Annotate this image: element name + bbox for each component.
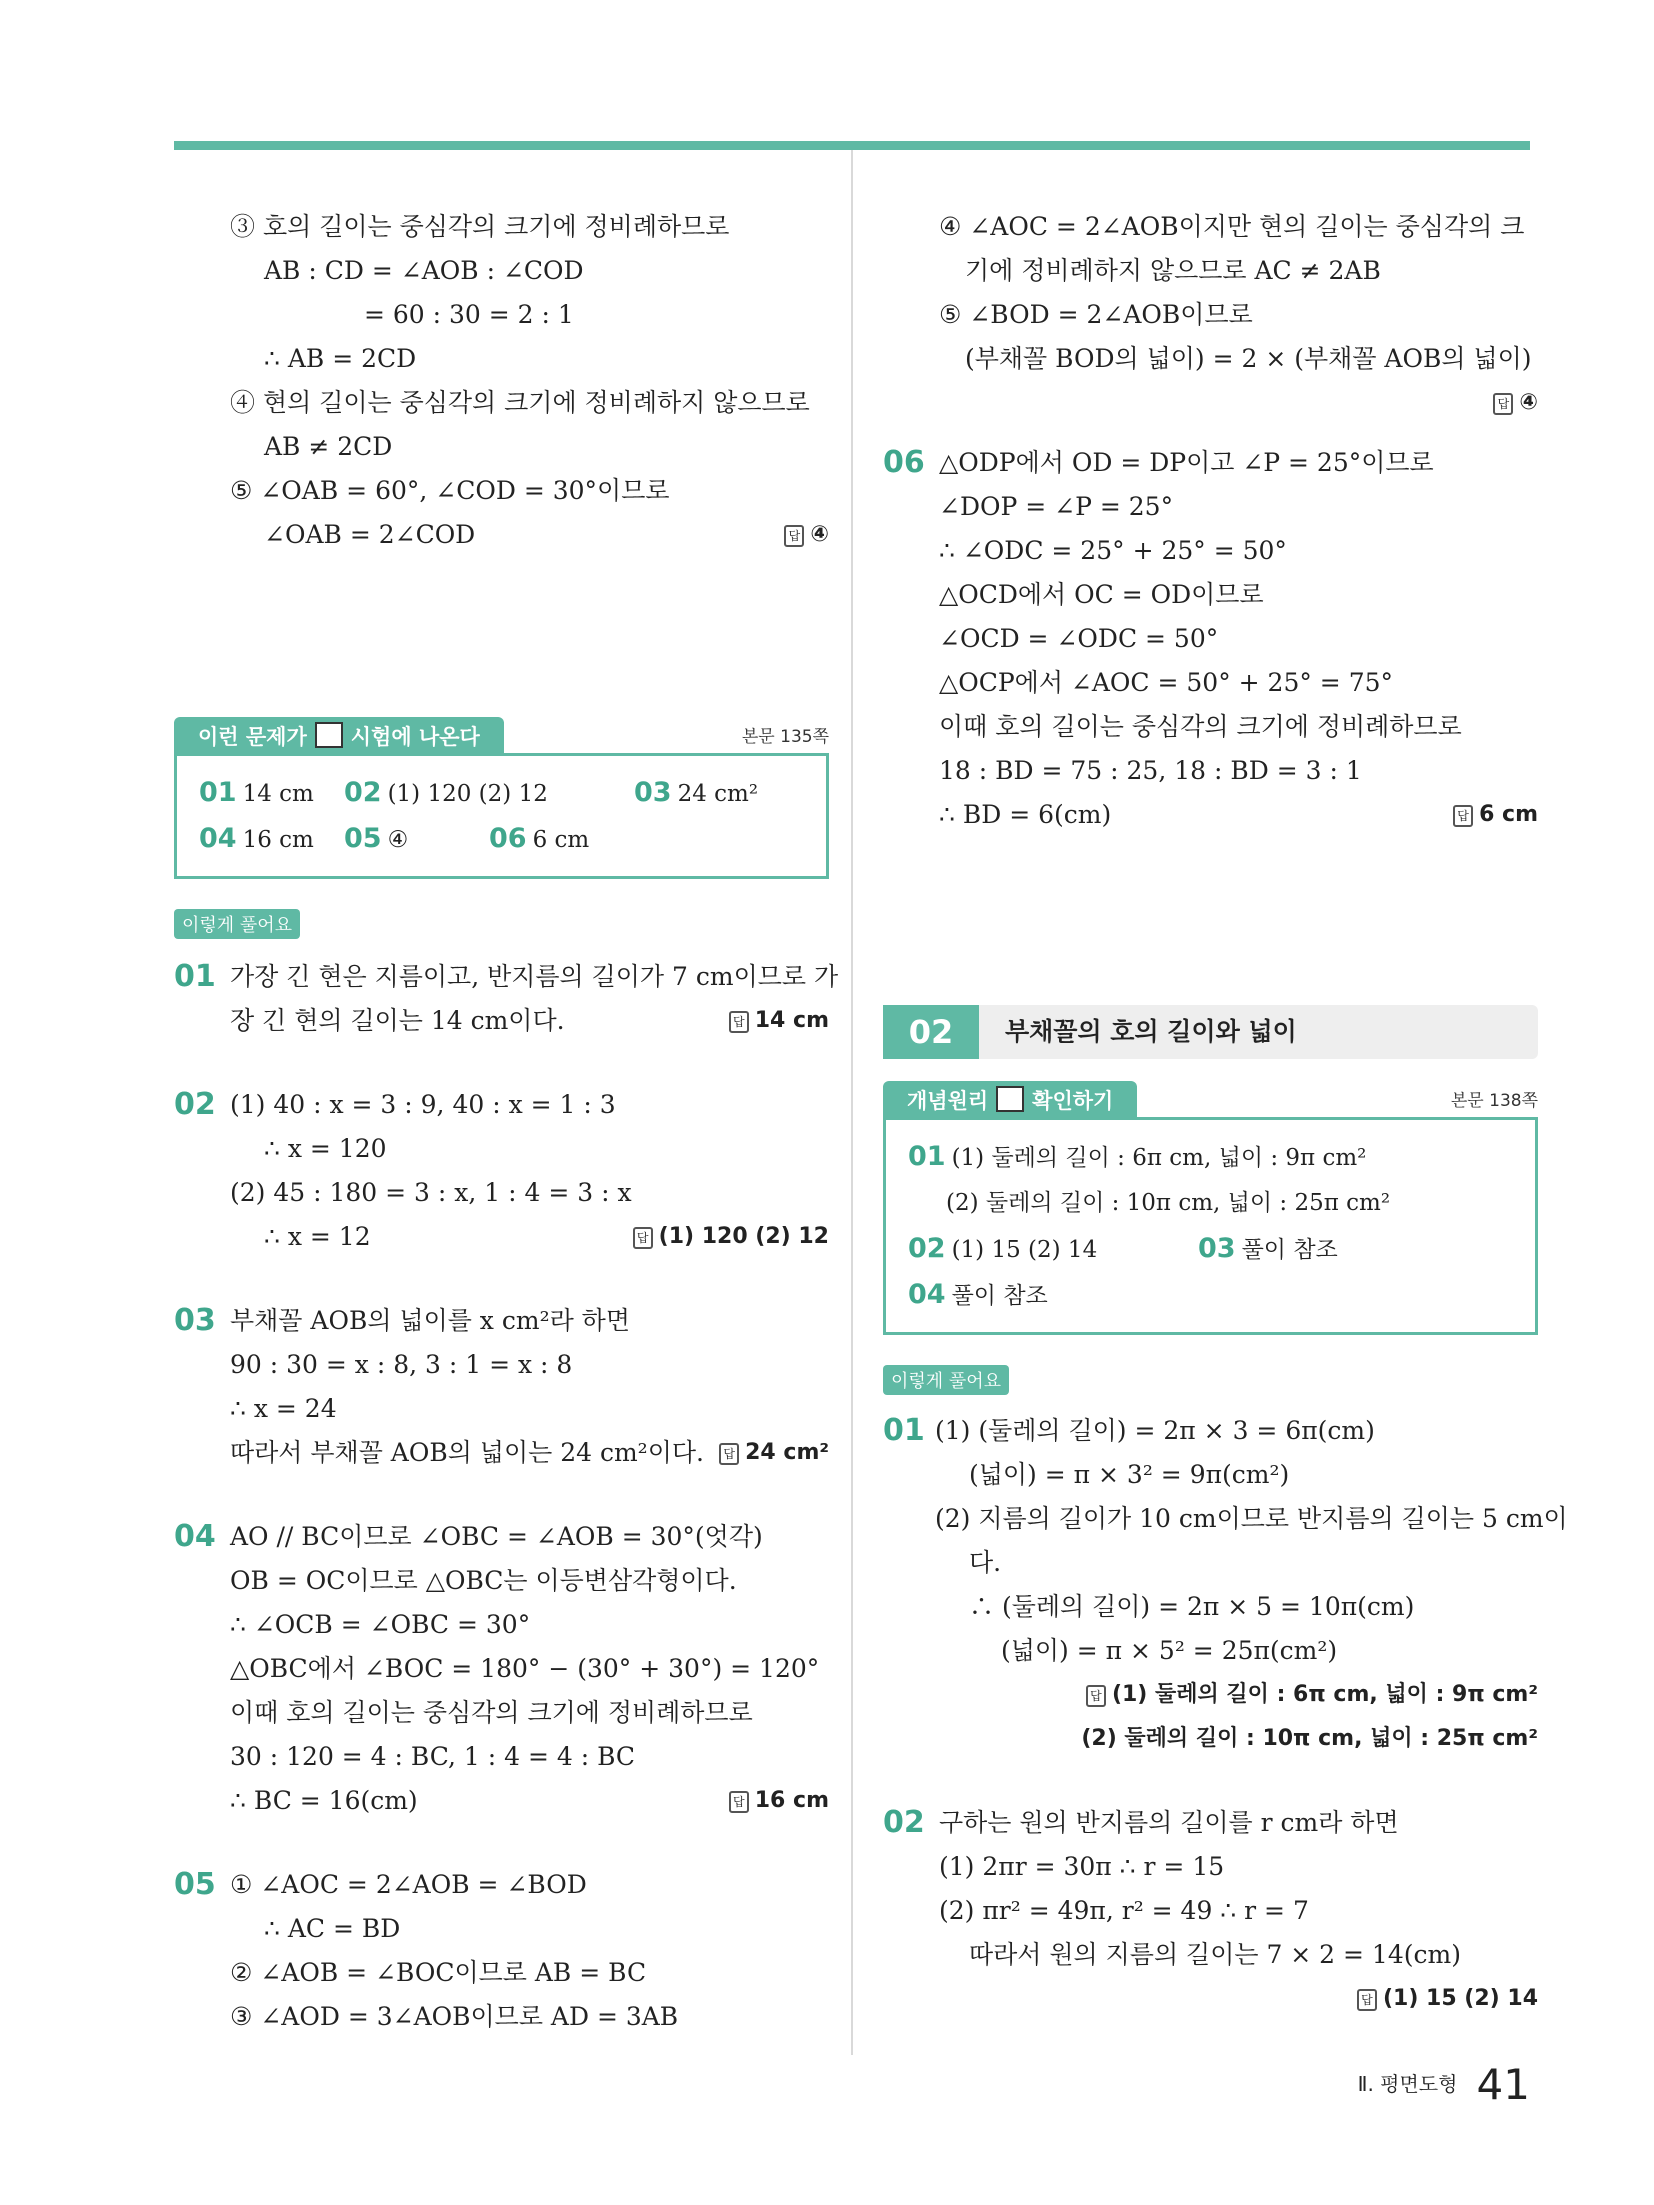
chapter-label: Ⅱ. 평면도형 (1357, 2072, 1458, 2096)
box-item (199, 770, 314, 817)
tab-label-pre: 이런 문제가 (198, 725, 307, 749)
text-line: 90 : 30 = x : 8, 3 : 1 = x : 8 (230, 1350, 573, 1379)
text-line-content: ∴ BD = 6(cm) (939, 800, 1112, 829)
page-footer (1358, 2060, 1530, 2109)
text-line (174, 1779, 829, 1823)
document-icon (315, 722, 343, 748)
box-item (344, 770, 548, 817)
answer (1357, 1977, 1538, 2021)
item-num: 03 (634, 777, 672, 808)
text-line-content: AO // BC이므로 ∠OBC = ∠AOB = 30°(엇각) (230, 1522, 763, 1551)
box-row (908, 1272, 1513, 1318)
box-row (199, 816, 804, 862)
item-text: 24 cm² (677, 781, 759, 807)
question-number: 02 (883, 1805, 925, 1840)
text-line: = 60 : 30 = 2 : 1 (364, 300, 574, 329)
text-line: ∴ (둘레의 길이) = 2π × 5 = 10π(cm) (969, 1592, 1415, 1621)
answer (784, 513, 829, 557)
text-line: 기에 정비례하지 않으므로 AC ≠ 2AB (965, 256, 1381, 285)
item-num: 05 (344, 823, 382, 854)
text-line: 이때 호의 길이는 중심각의 크기에 정비례하므로 (939, 712, 1462, 741)
answer-mark-icon: 답 (729, 1011, 749, 1033)
text-line-content: 장 긴 현의 길이는 14 cm이다. (230, 1006, 565, 1035)
box-row (908, 1226, 1513, 1272)
box-row (908, 1180, 1513, 1226)
text-line-content: ∠OAB = 2∠COD (264, 520, 476, 549)
item-text: (1) 120 (2) 12 (387, 781, 548, 807)
text-line (883, 793, 1538, 837)
text-line: ⑤ ∠OAB = 60°, ∠COD = 30°이므로 (230, 476, 670, 505)
text-line: (2) 지름의 길이가 10 cm이므로 반지름의 길이는 5 cm이 (935, 1504, 1568, 1533)
item-text: 16 cm (242, 827, 314, 853)
exam-box-tab (174, 717, 504, 753)
concept-box-tab (883, 1081, 1137, 1117)
text-line: OB = OC이므로 △OBC는 이등변삼각형이다. (230, 1566, 737, 1595)
question-number: 01 (174, 959, 216, 994)
text-line: △OBC에서 ∠BOC = 180° − (30° + 30°) = 120° (230, 1654, 820, 1683)
item-num: 04 (199, 823, 237, 854)
question-number: 01 (883, 1413, 925, 1448)
text-line-content: 부채꼴 AOB의 넓이를 x cm²라 하면 (230, 1306, 630, 1335)
text-line-content: △ODP에서 OD = DP이고 ∠P = 25°이므로 (939, 448, 1434, 477)
answer-mark-icon: 답 (633, 1227, 653, 1249)
item-text: 풀이 참조 (951, 1283, 1048, 1309)
item-num: 03 (1198, 1233, 1236, 1264)
answer-value: ④ (810, 522, 829, 547)
left-column (174, 205, 839, 2039)
text-line: AB : CD = ∠AOB : ∠COD (264, 256, 584, 285)
text-line: △OCD에서 OC = OD이므로 (939, 580, 1264, 609)
question-number: 05 (174, 1867, 216, 1902)
text-line: (2) πr² = 49π, r² = 49 ∴ r = 7 (939, 1896, 1309, 1925)
text-line-content: 구하는 원의 반지름의 길이를 r cm라 하면 (939, 1808, 1399, 1837)
item-num: 02 (344, 777, 382, 808)
text-line: ∴ ∠OCB = ∠OBC = 30° (230, 1610, 531, 1639)
item-text: 6 cm (532, 827, 590, 853)
answer (1493, 381, 1538, 425)
page-ref: 본문 135쪽 (741, 727, 829, 747)
text-line: ② ∠AOB = ∠BOC이므로 AB = BC (230, 1958, 647, 1987)
tab-label-post: 확인하기 (1032, 1089, 1114, 1113)
box-item (489, 816, 589, 863)
text-line-content: (1) (둘레의 길이) = 2π × 3 = 6π(cm) (935, 1416, 1375, 1445)
text-line: ⑤ ∠BOD = 2∠AOB이므로 (939, 300, 1253, 329)
box-item (634, 770, 758, 817)
question-number: 06 (883, 445, 925, 480)
column-divider (851, 150, 853, 2055)
text-line: ④ ∠AOC = 2∠AOB이지만 현의 길이는 중심각의 크 (939, 212, 1525, 241)
box-item (344, 816, 408, 863)
answer-value: ④ (1519, 390, 1538, 415)
answer-line (883, 1977, 1538, 2021)
answer-mark-icon: 답 (1086, 1685, 1106, 1707)
item-text: (2) 둘레의 길이 : 10π cm, 넓이 : 25π cm² (946, 1190, 1391, 1216)
item-text: (1) 15 (2) 14 (951, 1237, 1098, 1263)
item-text: ④ (387, 827, 409, 853)
exam-answer-box (174, 753, 829, 879)
item-num: 04 (908, 1279, 946, 1310)
text-line: ∴ AC = BD (264, 1914, 401, 1943)
text-line-content: 가장 긴 현은 지름이고, 반지름의 길이가 7 cm이므로 가 (230, 962, 839, 991)
solve-label: 이렇게 풀어요 (883, 1365, 1009, 1395)
answer-value: 16 cm (754, 1788, 829, 1813)
text-line: (1) 2πr = 30π ∴ r = 15 (939, 1852, 1225, 1881)
text-line: ∴ x = 120 (264, 1134, 387, 1163)
text-line: 30 : 120 = 4 : BC, 1 : 4 = 4 : BC (230, 1742, 636, 1771)
text-line (174, 513, 829, 557)
answer-value: 24 cm² (745, 1440, 829, 1465)
item-num: 02 (908, 1233, 946, 1264)
answer-line (883, 381, 1538, 425)
text-line (174, 1863, 829, 1907)
text-line: (넓이) = π × 5² = 25π(cm²) (1001, 1636, 1338, 1665)
text-line (883, 1801, 1538, 1845)
top-accent-bar (174, 141, 1530, 150)
box-item (908, 1272, 1048, 1319)
text-line-content: (1) 40 : x = 3 : 9, 40 : x = 1 : 3 (230, 1090, 616, 1119)
box-item (908, 1226, 1097, 1273)
text-line: ∠DOP = ∠P = 25° (939, 492, 1174, 521)
text-line (174, 955, 839, 999)
text-line (174, 999, 829, 1043)
text-line: ③ 호의 길이는 중심각의 크기에 정비례하므로 (230, 212, 730, 241)
text-line (174, 1299, 829, 1343)
tab-label-pre: 개념원리 (907, 1089, 989, 1113)
item-num: 06 (489, 823, 527, 854)
item-num: 01 (199, 777, 237, 808)
text-line: 따라서 원의 지름의 길이는 7 × 2 = 14(cm) (969, 1940, 1461, 1969)
answer-value: 6 cm (1479, 802, 1538, 827)
exam-box-header (174, 717, 829, 753)
right-column (883, 205, 1568, 2021)
answer-value: (1) 둘레의 길이 : 6π cm, 넓이 : 9π cm² (1111, 1682, 1538, 1707)
text-line: (2) 45 : 180 = 3 : x, 1 : 4 = 3 : x (230, 1178, 632, 1207)
item-num: 01 (908, 1141, 946, 1172)
concept-box-header (883, 1081, 1538, 1117)
answer-value: (2) 둘레의 길이 : 10π cm, 넓이 : 25π cm² (1081, 1726, 1538, 1751)
solve-label: 이렇게 풀어요 (174, 909, 300, 939)
answer-line (883, 1717, 1538, 1761)
section-title: 부채꼴의 호의 길이와 넓이 (1005, 1017, 1297, 1046)
page-number: 41 (1476, 2060, 1530, 2109)
text-line: ④ 현의 길이는 중심각의 크기에 정비례하지 않으므로 (230, 388, 810, 417)
item-text: 14 cm (242, 781, 314, 807)
text-line: (부채꼴 BOD의 넓이) = 2 × (부채꼴 AOB의 넓이) (965, 344, 1532, 373)
answer-mark-icon: 답 (719, 1443, 739, 1465)
question-number: 04 (174, 1519, 216, 1554)
text-line (174, 1083, 829, 1127)
answer-line (883, 1673, 1538, 1717)
answer-mark-icon: 답 (729, 1791, 749, 1813)
text-line: 18 : BD = 75 : 25, 18 : BD = 3 : 1 (939, 756, 1362, 785)
answer-mark-icon: 답 (1493, 393, 1513, 415)
concept-answer-box (883, 1117, 1538, 1335)
question-number: 03 (174, 1303, 216, 1338)
text-line: AB ≠ 2CD (264, 432, 393, 461)
answer (1081, 1717, 1538, 1761)
answer (633, 1215, 829, 1259)
text-line: ∴ AB = 2CD (264, 344, 417, 373)
answer (1453, 793, 1538, 837)
text-line-content: ∴ x = 12 (264, 1222, 371, 1251)
text-line: △OCP에서 ∠AOC = 50° + 25° = 75° (939, 668, 1394, 697)
section-header (883, 1005, 1538, 1059)
text-line-content: 따라서 부채꼴 AOB의 넓이는 24 cm²이다. (230, 1438, 704, 1467)
text-line: ∠OCD = ∠ODC = 50° (939, 624, 1219, 653)
box-item (908, 1134, 1366, 1181)
box-row (199, 770, 804, 816)
text-line (174, 1431, 829, 1475)
text-line: ∴ ∠ODC = 25° + 25° = 50° (939, 536, 1287, 565)
text-line (174, 1515, 829, 1559)
answer (1086, 1673, 1538, 1717)
text-line (883, 1409, 1538, 1453)
item-text: (1) 둘레의 길이 : 6π cm, 넓이 : 9π cm² (951, 1145, 1367, 1171)
text-line (883, 441, 1538, 485)
page-ref: 본문 138쪽 (1450, 1091, 1538, 1111)
text-line-content: ∴ BC = 16(cm) (230, 1786, 418, 1815)
text-line: (넓이) = π × 3² = 9π(cm²) (969, 1460, 1290, 1489)
answer-mark-icon: 답 (1357, 1989, 1377, 2011)
box-row (908, 1134, 1513, 1180)
answer-mark-icon: 답 (784, 525, 804, 547)
document-icon (996, 1086, 1024, 1112)
box-item (199, 816, 314, 863)
box-item (1198, 1226, 1338, 1273)
answer-value: (1) 120 (2) 12 (658, 1224, 829, 1249)
answer (719, 1431, 829, 1475)
item-text: 풀이 참조 (1241, 1237, 1338, 1263)
question-number: 02 (174, 1087, 216, 1122)
answer (729, 999, 829, 1043)
answer-mark-icon: 답 (1453, 805, 1473, 827)
text-line: ∴ x = 24 (230, 1394, 337, 1423)
box-item (946, 1180, 1390, 1226)
answer-value: (1) 15 (2) 14 (1382, 1986, 1538, 2011)
answer-value: 14 cm (754, 1008, 829, 1033)
tab-label-post: 시험에 나온다 (350, 725, 480, 749)
text-line: 다. (969, 1548, 1002, 1577)
text-line-content: ① ∠AOC = 2∠AOB = ∠BOD (230, 1870, 587, 1899)
section-number: 02 (883, 1005, 979, 1059)
text-line: ③ ∠AOD = 3∠AOB이므로 AD = 3AB (230, 2002, 679, 2031)
text-line (174, 1215, 829, 1259)
text-line: 이때 호의 길이는 중심각의 크기에 정비례하므로 (230, 1698, 753, 1727)
answer (729, 1779, 829, 1823)
